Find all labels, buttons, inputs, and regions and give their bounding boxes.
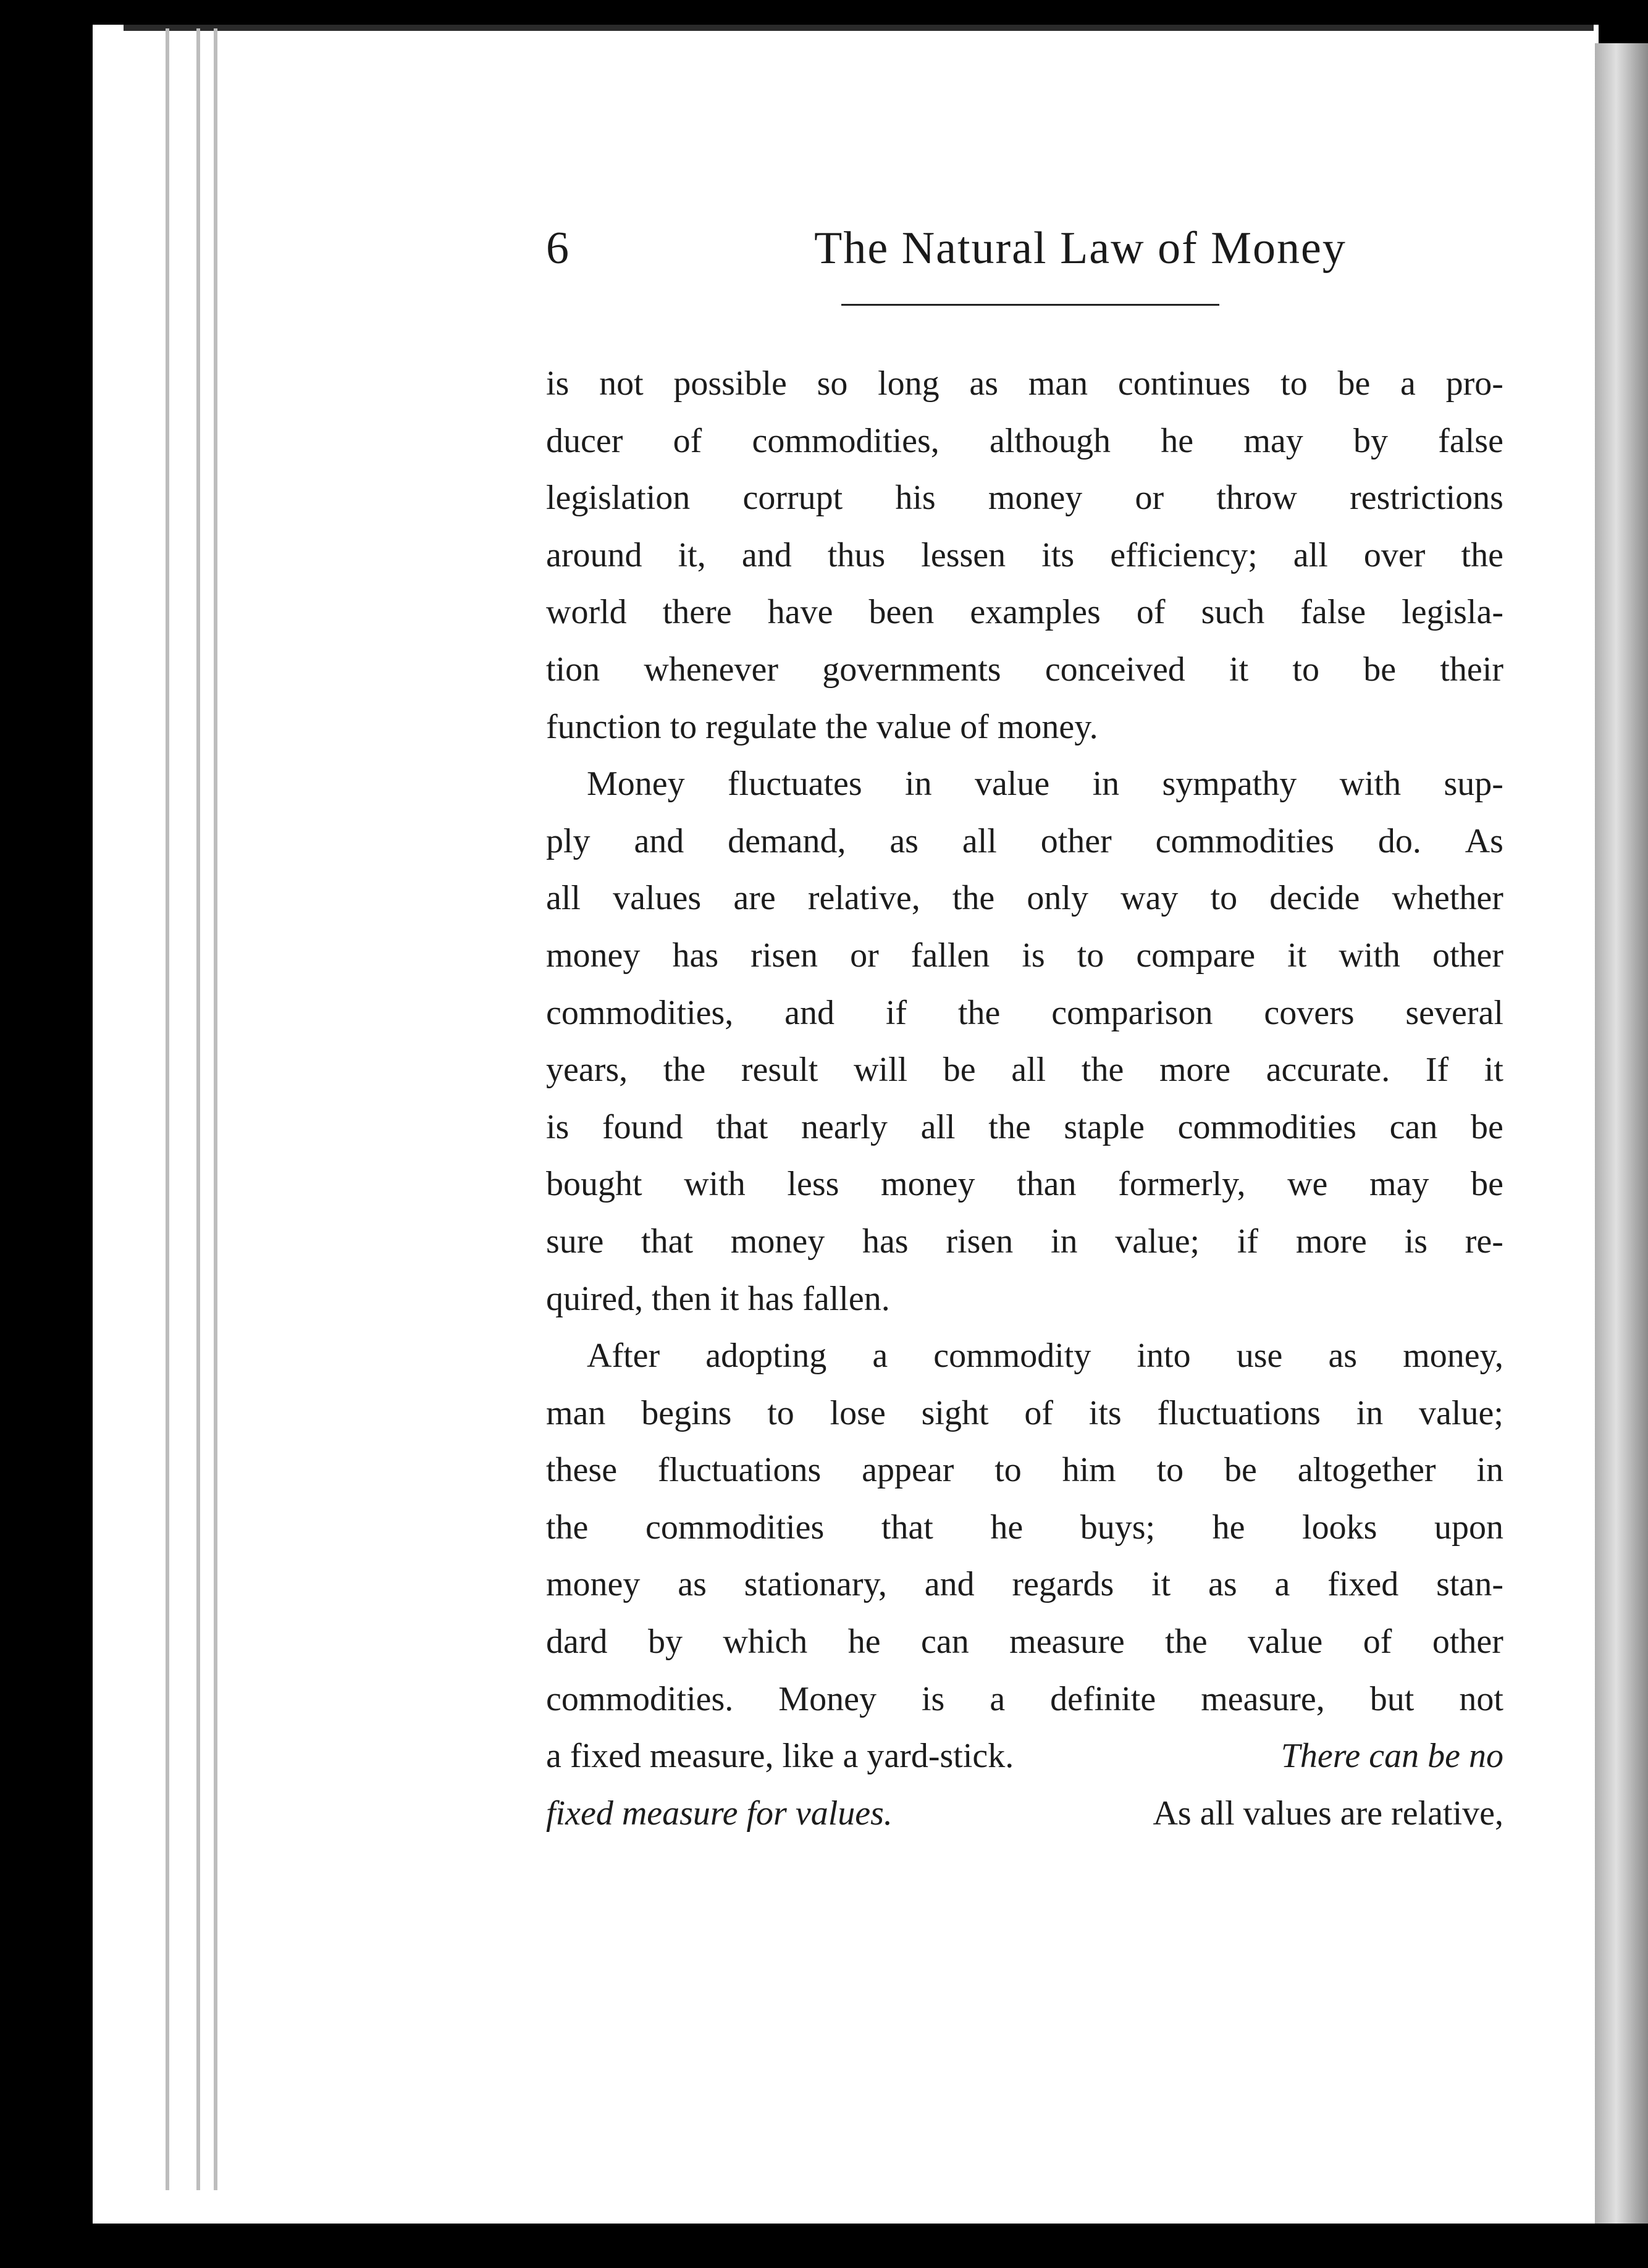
binding-shadow [1595,43,1648,2224]
page-fold-line [166,28,169,2190]
body-text [546,355,1503,1842]
text-line: function to regulate the value of money. [546,707,1098,746]
text-line: commodities, and if the comparison covers several [546,993,1503,1032]
text-line: legislation corrupt his money or throw restrictions [546,479,1503,518]
text-line: the commodities that he buys; he looks upon [546,1508,1503,1547]
text-line: bought with less money than formerly, we may be [546,1165,1503,1204]
text-line: money has risen or fallen is to compare it with other [546,936,1503,975]
text-line: commodities. Money is a definite measure, but not [546,1679,1503,1718]
page-top-edge [124,25,1594,31]
text-line: quired, then it has fallen. [546,1279,890,1318]
header-rule [841,304,1219,306]
text-line [546,1785,1503,1842]
text-line: money as stationary, and regards it as a fixed stan- [546,1565,1503,1604]
text-line: these fluctuations appear to him to be altogether in [546,1451,1503,1490]
text-line: tion whenever governments conceived it to be their [546,650,1503,689]
text-line: world there have been examples of such false legisla- [546,593,1503,632]
text-line: Money fluctuates in value in sympathy with sup- [587,765,1503,804]
text-line: After adopting a commodity into use as money, [587,1337,1503,1376]
text-line: ducer of commodities, although he may by false [546,421,1503,460]
paragraph [546,355,1503,755]
page-fold-line [214,28,217,2190]
text-line: ply and demand, as all other commodities do. As [546,821,1503,860]
text-line: is found that nearly all the staple commodities can be [546,1107,1503,1146]
page-number: 6 [546,223,569,274]
text-line [546,1728,1503,1785]
running-head [546,222,1503,296]
line-text: As all values are relative, [1153,1794,1503,1833]
text-line: is not possible so long as man continues to be a pro- [546,364,1503,403]
text-line: man begins to lose sight of its fluctuations in value; [546,1393,1503,1432]
text-line: dard by which he can measure the value of other [546,1623,1503,1661]
text-line: sure that money has risen in value; if more is re- [546,1222,1503,1261]
page-fold-line [196,28,200,2190]
text-line: around it, and thus lessen its efficiency; all over the [546,536,1503,574]
paragraph [546,1327,1503,1842]
italic-text: There can be no [1280,1737,1503,1776]
line-text: a fixed measure, like a yard-stick. [546,1737,1014,1776]
italic-text: fixed measure for values. [546,1794,893,1833]
paragraph [546,755,1503,1327]
running-title: The Natural Law of Money [814,223,1347,274]
page-content [546,222,1503,1842]
text-line: all values are relative, the only way to decide whether [546,879,1503,918]
text-line: years, the result will be all the more accurate. If it [546,1051,1503,1090]
